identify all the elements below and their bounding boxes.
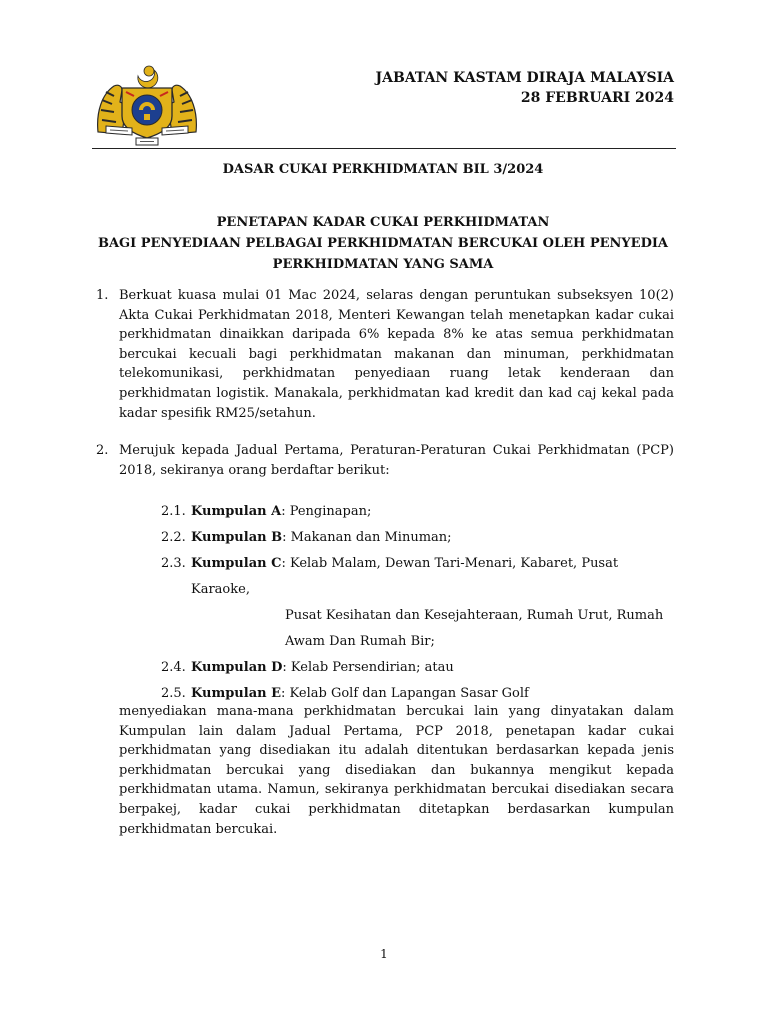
header-divider — [92, 148, 676, 149]
paragraph-number: 1. — [96, 288, 109, 303]
group-label: Kumpulan D — [191, 660, 283, 675]
list-item-continuation: Awam Dan Rumah Bir; — [285, 634, 435, 649]
list-item: 2.1. Kumpulan A: Penginapan; — [161, 504, 372, 519]
document-date: 28 FEBRUARI 2024 — [520, 90, 674, 106]
subject-heading — [92, 212, 674, 275]
paragraph-2 — [92, 441, 674, 480]
list-item: 2.2. Kumpulan B: Makanan dan Minuman; — [161, 530, 452, 545]
agency-name: JABATAN KASTAM DIRAJA MALAYSIA — [375, 70, 674, 86]
list-item: 2.5. Kumpulan E: Kelab Golf dan Lapangan Sasar Golf — [161, 686, 529, 701]
paragraph-text: Merujuk kepada Jadual Pertama, Peraturan-Peraturan Cukai Perkhidmatan (PCP) 2018, sekiranya orang berdaftar berikut: — [119, 443, 674, 478]
subject-line-2: BAGI PENYEDIAAN PELBAGAI PERKHIDMATAN BERCUKAI OLEH PENYEDIA — [97, 236, 669, 251]
list-item-continuation: Pusat Kesihatan dan Kesejahteraan, Rumah Urut, Rumah — [285, 608, 664, 623]
kastam-crest-icon — [92, 60, 202, 148]
paragraph-number: 2. — [96, 443, 109, 458]
closing-paragraph: menyediakan mana-mana perkhidmatan bercukai lain yang dinyatakan dalam Kumpulan lain dalam Jadual Pertama, PCP 2018, penetapan kadar cukai perkhidmatan yang disediakan itu adalah ditentukan berdasarkan kepada jenis perkhidmatan bercukai yang disediakan dan bukannya mengikut kepada perkhidmatan utama. Namun, sekiranya perkhidmatan bercukai disediakan secara berpakej, kadar cukai perkhidmatan ditetapkan berdasarkan kumpulan perkhidmatan bercukai. — [119, 704, 674, 837]
page-number: 1 — [380, 947, 388, 961]
group-label: Kumpulan A — [191, 504, 282, 519]
subject-line-1: PENETAPAN KADAR CUKAI PERKHIDMATAN — [216, 215, 550, 230]
list-item: 2.4. Kumpulan D: Kelab Persendirian; atau — [161, 660, 454, 675]
paragraph-1 — [92, 286, 674, 423]
group-label: Kumpulan E — [191, 686, 282, 701]
group-label: Kumpulan C — [191, 556, 282, 571]
group-list — [161, 499, 674, 707]
paragraph-text: Berkuat kuasa mulai 01 Mac 2024, selaras dengan peruntukan subseksyen 10(2) Akta Cukai Perkhidmatan 2018, Menteri Kewangan telah menetapkan kadar cukai perkhidmatan dinaikkan daripada 6% kepada 8% ke atas semua perkhidmatan bercukai kecuali bagi perkhidmatan makanan dan minuman, perkhidmatan telekomunikasi, perkhidmatan penyediaan ruang letak kenderaan dan perkhidmatan logistik. Manakala, perkhidmatan kad kredit dan kad caj kekal pada kadar spesifik RM25/setahun. — [119, 288, 674, 421]
agency-header — [376, 68, 675, 108]
list-item: 2.3. Kumpulan C: Kelab Malam, Dewan Tari-Menari, Kabaret, Pusat Karaoke, — [161, 556, 619, 597]
group-label: Kumpulan B — [191, 530, 283, 545]
reference-title: DASAR CUKAI PERKHIDMATAN BIL 3/2024 — [222, 162, 544, 177]
subject-line-3: PERKHIDMATAN YANG SAMA — [272, 257, 494, 272]
